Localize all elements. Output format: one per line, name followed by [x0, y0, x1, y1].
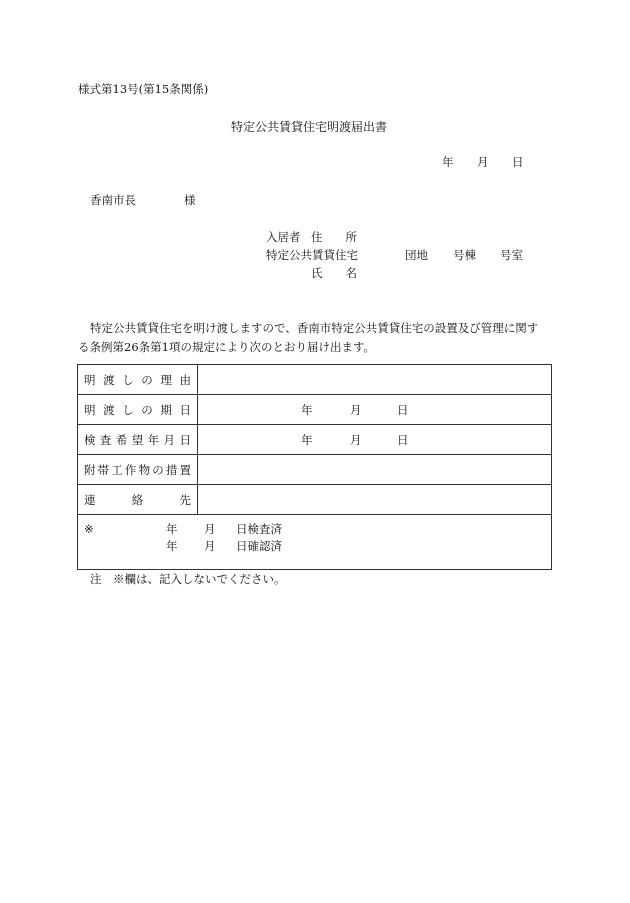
form-number: 様式第13号(第15条関係) [78, 82, 209, 96]
housing-label: 特定公共賃貸住宅 [266, 248, 358, 262]
inspection-day: 日 [397, 432, 409, 447]
addressee-honorific: 様 [184, 193, 196, 207]
table-row [78, 425, 552, 455]
reason-field[interactable] [198, 365, 552, 395]
date-month: 月 [477, 155, 489, 169]
page-title: 特定公共賃貸住宅明渡届出書 [231, 120, 388, 134]
row-label-contact: 連 絡 先 [78, 485, 198, 515]
row-label-vacate-date: 明 渡 し の 期 日 [78, 395, 198, 425]
inspection-date-field[interactable] [198, 425, 552, 455]
goshitsu-label: 号室 [500, 248, 523, 262]
vacate-month: 月 [350, 402, 362, 417]
name-label: 氏 名 [311, 266, 357, 280]
table-row [78, 395, 552, 425]
vacate-year: 年 [301, 402, 313, 417]
row-label-reason: 明 渡 し の 理 由 [78, 365, 198, 395]
table-row [78, 485, 552, 515]
inspected-suffix: 日検査済 [236, 522, 282, 536]
confirmed-suffix: 日確認済 [236, 539, 282, 553]
resident-label: 入居者 [266, 230, 301, 244]
addressee-name: 香南市長 [90, 193, 136, 207]
inspected-year: 年 [166, 522, 178, 536]
body-text-line2: る条例第26条第1項の規定により次のとおり届け出ます。 [78, 340, 376, 354]
table-row [78, 455, 552, 485]
notification-table [77, 364, 552, 570]
body-text-line1: 特定公共賃貸住宅を明け渡しますので、香南市特定公共賃貸住宅の設置及び管理に関す [90, 321, 539, 335]
inspected-month: 月 [204, 522, 216, 536]
contact-field[interactable] [198, 485, 552, 515]
danchi-label: 団地 [405, 248, 428, 262]
confirmed-year: 年 [166, 539, 178, 553]
vacate-date-field[interactable] [198, 395, 552, 425]
row-label-inspection-date: 検 査 希 望 年 月 日 [78, 425, 198, 455]
goto-label: 号棟 [453, 248, 476, 262]
address-label: 住 所 [311, 230, 357, 244]
row-label-fixtures: 附 帯 工 作 物 の 措 置 [78, 455, 198, 485]
fixtures-field[interactable] [198, 455, 552, 485]
table-row [78, 365, 552, 395]
confirmed-month: 月 [204, 539, 216, 553]
inspection-month: 月 [350, 432, 362, 447]
official-use-cell [78, 515, 552, 570]
inspection-year: 年 [301, 432, 313, 447]
date-year: 年 [442, 155, 454, 169]
vacate-day: 日 [397, 402, 409, 417]
date-day: 日 [512, 155, 524, 169]
table-row-note [78, 515, 552, 570]
note-mark: ※ [84, 522, 94, 536]
footnote: 注 ※欄は、記入しないでください。 [90, 572, 286, 586]
